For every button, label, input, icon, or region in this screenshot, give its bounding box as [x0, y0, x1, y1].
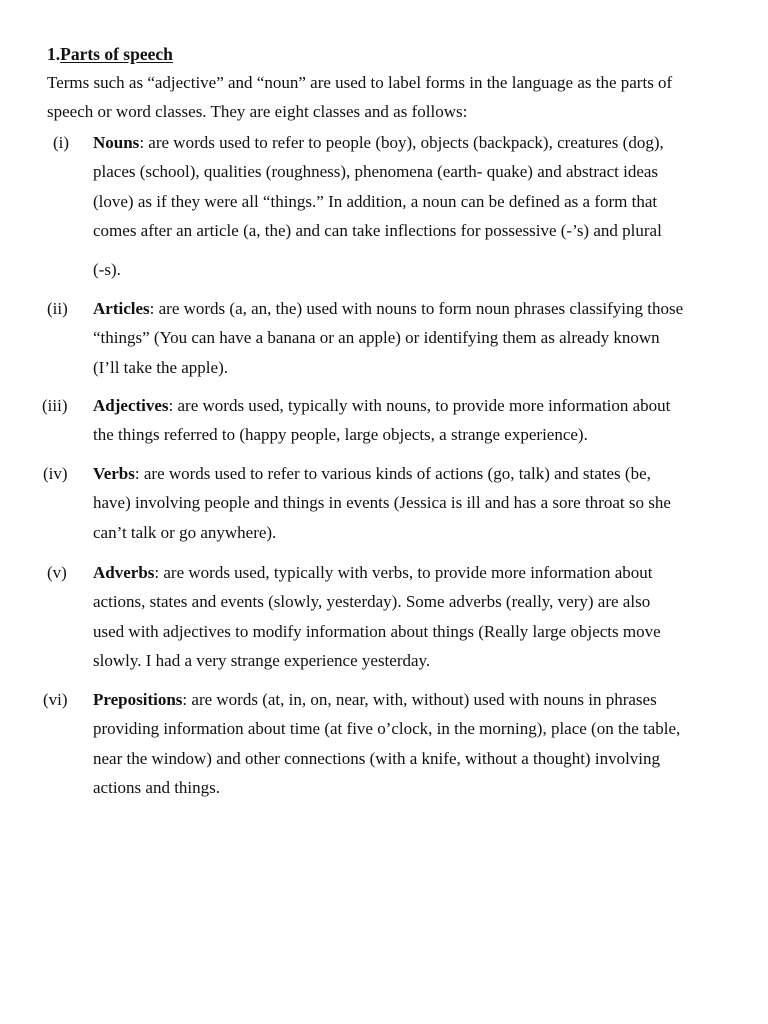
list-numeral: (v) [47, 563, 67, 582]
line-text: : are words (a, an, the) used with nouns to form noun phrases classifying those [149, 299, 684, 318]
term-label: Articles [93, 299, 150, 318]
list-item-line: the things referred to (happy people, large objects, a strange experience). [93, 425, 588, 445]
list-item-line: comes after an article (a, the) and can take inflections for possessive (-’s) and plural [93, 221, 662, 241]
term-label: Adverbs [93, 563, 155, 582]
list-item-line [93, 685, 733, 714]
list-item-body [93, 128, 733, 284]
list-item-line: used with adjectives to modify information about things (Really large objects move [93, 621, 661, 641]
term-label: Prepositions [93, 690, 183, 709]
list-item-line [93, 558, 733, 587]
list-item-line: (-s). [93, 259, 121, 279]
list-item-body [93, 294, 733, 382]
list-item-line: actions, states and events (slowly, yesterday). Some adverbs (really, very) are also [93, 592, 651, 612]
section-title: Parts of speech [60, 44, 173, 64]
list-item-line: places (school), qualities (roughness), phenomena (earth- quake) and abstract ideas [93, 162, 659, 182]
list-numeral: (ii) [47, 299, 68, 318]
list-item-line: actions and things. [93, 778, 221, 798]
list-item-line [93, 391, 733, 420]
list-item-line: (love) as if they were all “things.” In addition, a noun can be defined as a form that [93, 191, 658, 211]
line-text: : are words used, typically with nouns, to provide more information about [168, 396, 671, 415]
list-numeral: (iii) [42, 396, 68, 415]
list-item-line: “things” (You can have a banana or an apple) or identifying them as already known [93, 328, 660, 348]
list-item-line: providing information about time (at five o’clock, in the morning), place (on the table, [93, 719, 681, 739]
line-text: : are words used to refer to various kinds of actions (go, talk) and states (be, [134, 464, 651, 483]
list-numeral: (i) [53, 133, 70, 152]
term-label: Verbs [93, 464, 135, 483]
term-label: Adjectives [93, 396, 169, 415]
line-text: : are words used to refer to people (boy), objects (backpack), creatures (dog), [139, 133, 664, 152]
list-item-body [93, 685, 733, 803]
section-heading [47, 43, 173, 65]
list-item-line: can’t talk or go anywhere). [93, 522, 277, 542]
list-item-body [93, 391, 733, 450]
line-text: : are words (at, in, on, near, with, without) used with nouns in phrases [182, 690, 657, 709]
list-item-line: slowly. I had a very strange experience yesterday. [93, 651, 431, 671]
list-item-line [93, 294, 733, 323]
section-number: 1. [47, 44, 61, 64]
intro-line: Terms such as “adjective” and “noun” are used to label forms in the language as the parts of [47, 73, 673, 92]
line-text: : are words used, typically with verbs, to provide more information about [154, 563, 653, 582]
term-label: Nouns [93, 133, 140, 152]
list-numeral: (vi) [43, 690, 68, 709]
list-item-line [93, 459, 733, 488]
list-item-line [93, 128, 733, 157]
list-numeral: (iv) [43, 464, 68, 483]
list-item-body [93, 558, 733, 676]
list-item-line: near the window) and other connections (with a knife, without a thought) involving [93, 748, 661, 768]
intro-paragraph [47, 68, 737, 126]
list-item-body [93, 459, 733, 547]
intro-line: speech or word classes. They are eight classes and as follows: [47, 102, 468, 121]
list-item-line: have) involving people and things in events (Jessica is ill and has a sore throat so she [93, 493, 671, 513]
list-item-line: (I’ll take the apple). [93, 357, 228, 377]
